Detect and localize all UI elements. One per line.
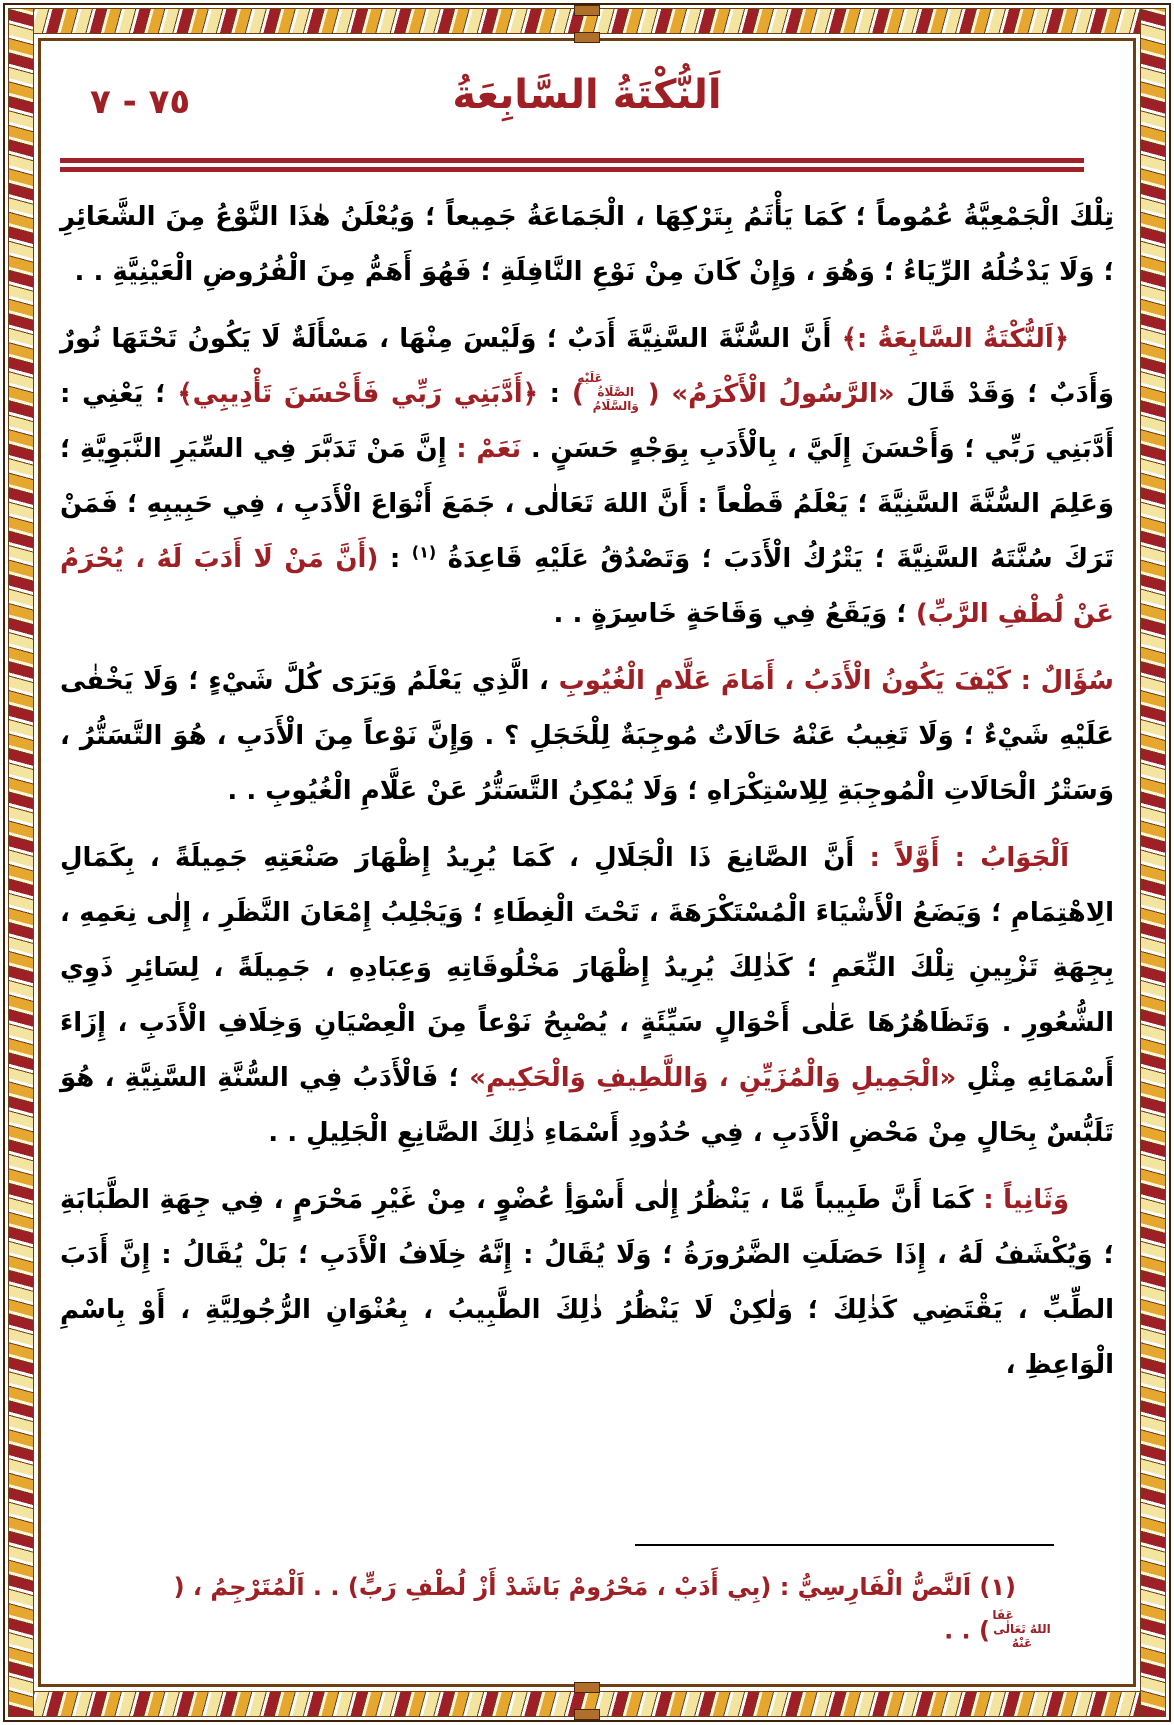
divine-names-quote: «الْجَمِيلِ وَالْمُزَيِّنِ ، وَاللَّطِيفِ وَالْحَكِيمِ»: [469, 1063, 957, 1093]
text-segment: أَنَّ السُّنَّةَ السَّنِيَّةَ أَدَبٌ ؛ وَلَيْسَ مِنْهَا ، مَسْأَلَةٌ لَا يَكُونُ تَحْتَهَا نُورٌ وَأَدَبٌ ؛ وَقَدْ قَالَ: [60, 324, 1114, 409]
page-content: [60, 42, 1114, 1683]
decorative-border-left: [8, 8, 34, 1717]
text-segment: تِلْكَ الْجَمْعِيَّةُ عُمُوماً ؛ كَمَا يَأْثَمُ بِتَرْكِهَا ، الْجَمَاعَةُ جَمِيعاً ؛ وَيُعْلَنُ هٰذَا النَّوْعُ مِنَ الشَّعَائِرِ ؛ وَلَا يَدْخُلُهُ الرِّيَاءُ ؛ وَهُوَ ، وَإِنْ كَانَ مِنْ نَوْعِ النَّافِلَةِ ؛ فَهُوَ أَهَمُّ مِنَ الْفُرُوضِ الْعَيْنِيَّةِ . .: [60, 202, 1114, 287]
text-segment: :: [537, 379, 572, 409]
text-segment: كَمَا أَنَّ طَبِيباً مَّا ، يَنْظُرُ إِلٰى أَسْوَأِ عُضْوٍ ، مِنْ غَيْرِ مَحْرَمٍ ، فِي جِهَةِ الطَّبَابَةِ ؛ وَيُكْشَفُ لَهُ ، إِذَا حَصَلَتِ الضَّرُورَةُ ؛ وَلَا يُقَالُ : إِنَّهُ خِلَافُ الْأَدَبِ ؛ بَلْ يُقَالُ : إِنَّ أَدَبَ الطِّبِّ ، يَقْتَضِي كَذٰلِكَ ؛ وَلٰكِنْ لَا يَنْظُرُ ذٰلِكَ الطَّبِيبُ ، بِعُنْوَانِ الرُّجُولِيَّةِ ، أَوْ بِاسْمِ الْوَاعِظِ ،: [60, 1185, 1114, 1380]
paragraph-3-question: [60, 654, 1114, 819]
text-segment: ؛ فَالْأَدَبُ فِي السُّنَّةِ السَّنِيَّةِ ، هُوَ تَلَبُّسٌ بِحَالٍ مِنْ مَحْضِ الْأَدَبِ ، فِي حُدُودِ أَسْمَاءِ ذٰلِكَ الصَّانِعِ الْجَلِيلِ . .: [60, 1063, 1114, 1148]
paragraph-1: [60, 190, 1114, 300]
text-segment: أَنَّ الصَّانِعَ ذَا الْجَلَالِ ، كَمَا يُرِيدُ إِظْهَارَ صَنْعَتِهِ جَمِيلَةً ، بِكَمَالِ الِاهْتِمَامِ ؛ وَيَضَعُ الْأَشْيَاءَ الْمُسْتَكْرَهَةَ ، تَحْتَ الْغِطَاءِ ؛ وَيَجْلِبُ إِمْعَانَ النَّظَرِ ، إِلٰى نِعَمِهِ ، بِجِهَةِ تَزْيِينِ تِلْكَ النِّعَمِ ؛ كَذٰلِكَ يُرِيدُ إِظْهَارَ مَخْلُوقَاتِهِ وَعِبَادِهِ ، جَمِيلَةً ، لِسَائِرِ ذَوِي الشُّعُورِ . وَتَظَاهُرُهَا عَلٰى أَحْوَالٍ سَيِّئَةٍ ، يُصْبِحُ نَوْعاً مِنَ الْعِصْيَانِ وَخِلَافِ الْأَدَبِ ، إِزَاءَ أَسْمَائِهِ مِثْلِ: [60, 843, 1114, 1093]
page-number: ٧٥ - ٧: [90, 82, 191, 122]
text-segment: ): [571, 379, 584, 409]
border-clasp-ornament: [574, 5, 600, 16]
footnote-text: [122, 1566, 1054, 1653]
section-heading-seventh-point: ﴿اَلنُّكْتَةُ السَّابِعَةُ :﴾: [841, 324, 1070, 354]
text-segment: ) . .: [944, 1616, 990, 1645]
honorific-title: «الرَّسُولُ الْأَكْرَمُ» (: [647, 379, 895, 409]
footnote-marker: (١): [411, 542, 437, 562]
page-title: اَلنُّكْتَةُ السَّابِعَةُ: [452, 72, 722, 118]
title-divider: [60, 158, 1084, 172]
secondly-heading: وَثَانِياً :: [983, 1185, 1069, 1215]
paragraph-2: [60, 312, 1114, 642]
page-header: [60, 42, 1114, 150]
footnote: [122, 1544, 1054, 1653]
text-segment: إِنَّ مَنْ تَدَبَّرَ فِي السِّيَرِ النَّبَوِيَّةِ ؛ وَعَلِمَ السُّنَّةَ السَّنِيَّةَ ؛ يَعْلَمُ قَطْعاً : أَنَّ اللهَ تَعَالٰى ، جَمَعَ أَنْوَاعَ الْأَدَبِ ، فِي حَبِيبِهِ ؛ فَمَنْ تَرَكَ سُنَّتَهُ السَّنِيَّةَ ؛ يَتْرُكُ الْأَدَبَ ؛ وَتَصْدُقُ عَلَيْهِ قَاعِدَةُ: [60, 434, 1114, 574]
text-segment: ، الَّذِي يَعْلَمُ وَيَرَى كُلَّ شَيْءٍ ؛ وَلَا يَخْفٰى عَلَيْهِ شَيْءٌ ؛ وَلَا تَغِيبُ عَنْهُ حَالَاتٌ مُوجِبَةٌ لِلْخَجَلِ ؟ . وَإِنَّ نَوْعاً مِنَ الْأَدَبِ ، هُوَ التَّسَتُّرُ ، وَسَتْرُ الْحَالَاتِ الْمُوجِبَةِ لِلِاسْتِكْرَاهِ ؛ وَلَا يُمْكِنُ التَّسَتُّرُ عَنْ عَلَّامِ الْغُيُوبِ . .: [60, 666, 1114, 806]
maxim-quote: (أَنَّ مَنْ لَا أَدَبَ لَهُ ، يُحْرَمُ عَنْ لُطْفِ الرَّبِّ): [60, 544, 1114, 629]
border-clasp-ornament: [574, 1709, 600, 1720]
text-segment: ؛ يَعْنِي : أَدَّبَنِي رَبِّي ؛ وَأَحْسَنَ إِلَيَّ ، بِالْأَدَبِ بِوَجْهٍ حَسَنٍ .: [60, 379, 1114, 464]
emphasis-word: نَعَمْ :: [456, 434, 522, 464]
footnote-divider: [635, 1544, 1054, 1546]
hadith-quote: ﴿أَدَّبَنِي رَبِّي فَأَحْسَنَ تَأْدِيبِي﴾: [177, 379, 538, 409]
text-segment: ؛ وَيَقَعُ فِي وَقَاحَةٍ خَاسِرَةٍ . .: [553, 599, 916, 629]
footnote-persian-text: (١) اَلنَّصُّ الْفَارِسِيُّ : (بِي أَدَبْ ، مَحْرُومْ بَاشَدْ أَزْ لُطْفِ رَبٍّ) . . اَلْمُتَرْجِمُ ، (: [173, 1573, 1016, 1602]
paragraph-5-secondly: [60, 1173, 1114, 1393]
decorative-border-right: [1140, 8, 1166, 1717]
question-heading: سُؤَالٌ : كَيْفَ يَكُونُ الْأَدَبُ ، أَمَامَ عَلَّامِ الْغُيُوبِ: [558, 666, 1115, 696]
text-segment: :: [378, 544, 412, 574]
salutation-seal: عَلَيْهِ الصَّلَاةُ وَالسَّلَامُ: [577, 371, 639, 413]
paragraph-4-answer: [60, 831, 1114, 1161]
answer-heading: اَلْجَوَابُ : أَوَّلاً :: [869, 843, 1070, 873]
body-text: [60, 190, 1114, 1393]
translator-seal: عَفَا اللهُ تَعَالٰى عَنْهُ: [992, 1608, 1051, 1650]
border-clasp-ornament: [574, 1682, 600, 1693]
